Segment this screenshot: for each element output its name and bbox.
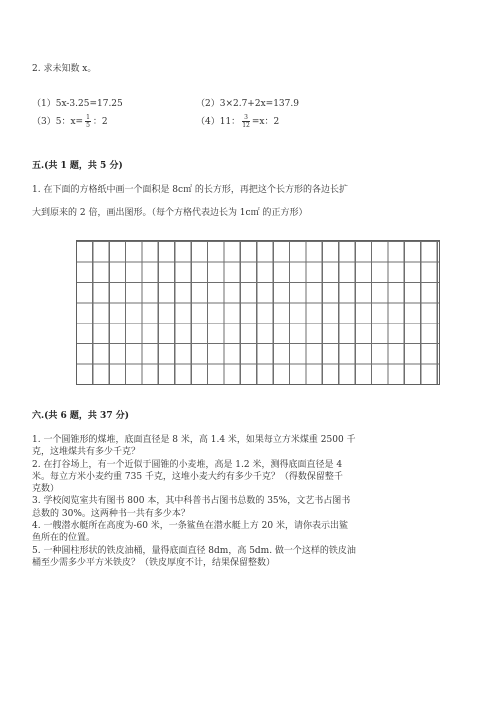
question-5-line-1: 5. 一种圆柱形状的铁皮油桶，量得底面直径 8dm，高 5dm. 做一个这样的铁皮油 [32,545,356,556]
section-6-questions [32,434,472,569]
question-2-line-2: 米。每立方米小麦约重 735 千克，这堆小麦大约有多少千克？（得数保留整千 [32,471,343,482]
section-5-line-1: 1. 在下面的方格纸中画一个面积是 8c㎡ 的长方形，再把这个长方形的各边长扩 [32,185,348,195]
question-4-line-2: 鱼所在的位置。 [32,533,96,544]
question-1-line-2: 克，这堆煤共有多少千克？ [32,447,141,458]
fraction-1-5 [85,114,91,129]
fraction-denominator: 5 [86,122,90,129]
equation-3-left: （3）5：x= [32,117,84,127]
equation-4-right: =x：2 [251,117,280,127]
question-3-line-1: 3. 学校阅览室共有图书 800 本，其中科普书占图书总数的 35%，文艺书占图书 [32,496,351,507]
question-4-line-1: 4. 一艘潜水艇所在高度为-60 米，一条鲨鱼在潜水艇上方 20 米，请你表示出鲨 [32,521,348,532]
grid-paper[interactable] [76,240,440,385]
section-5-question [32,184,472,220]
equation-4 [196,114,279,129]
fraction-3-12 [242,114,250,129]
section-6-heading: 六.(共 6 题，共 37 分) [32,411,129,421]
question-3-line-2: 总数的 30%。这两种书一共有多少本？ [32,508,190,519]
question-5-line-2: 桶至少需多少平方米铁皮？（铁皮厚度不计，结果保留整数） [32,557,276,568]
equation-2: （2）3×2.7+2x=137.9 [196,99,299,109]
q2-title: 2. 求未知数 x。 [32,64,97,74]
section-5-line-2: 大到原来的 2 倍，画出图形。（每个方格代表边长为 1c㎡ 的正方形） [32,208,308,219]
equation-1: （1）5x-3.25=17.25 [32,99,123,109]
question-1-line-1: 1. 一个圆锥形的煤堆，底面直径是 8 米，高 1.4 米，如果每立方米煤重 2500 千 [32,435,356,445]
fraction-numerator: 1 [86,114,90,121]
fraction-numerator: 3 [244,114,248,121]
section-5-heading: 五.(共 1 题，共 5 分) [32,161,123,171]
fraction-denominator: 12 [242,122,250,129]
question-2-line-3: 克数） [32,484,60,495]
equation-3 [32,114,108,129]
question-2-line-1: 2. 在打谷场上，有一个近似于圆锥的小麦堆，高是 1.2 米，测得底面直径是 4 [32,459,343,470]
equation-4-left: （4）11： [196,117,241,127]
equation-3-right: ：2 [92,117,108,127]
